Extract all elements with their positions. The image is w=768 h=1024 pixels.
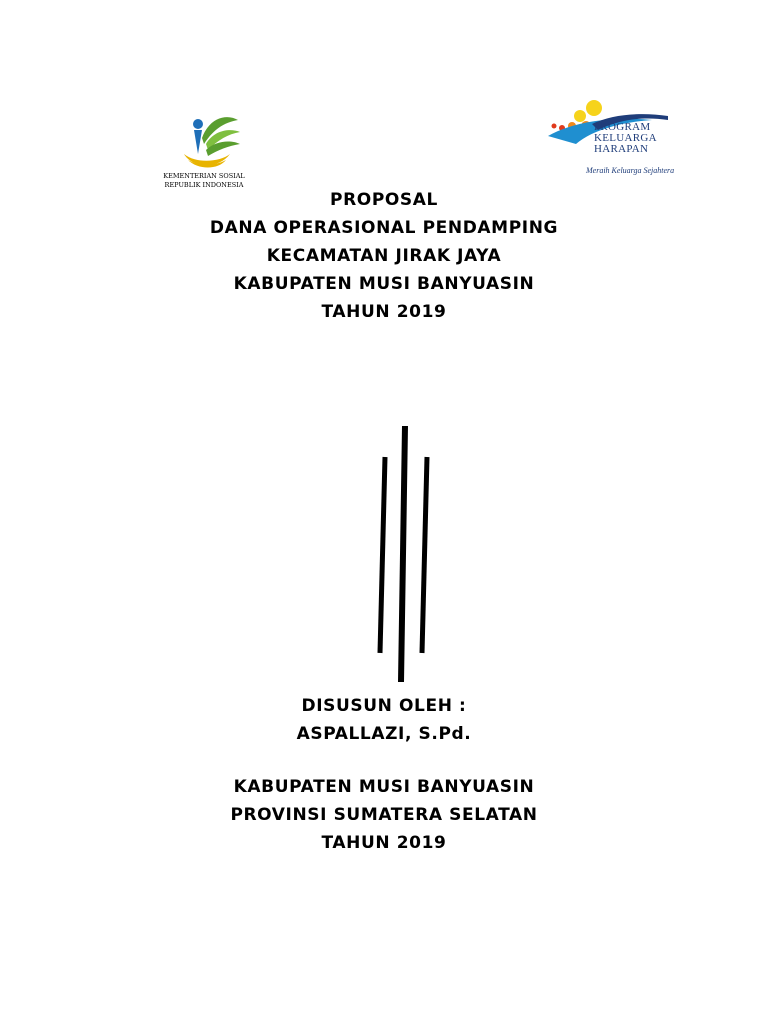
footer-line-2: PROVINSI SUMATERA SELATAN bbox=[230, 805, 538, 825]
pkh-text-2: KELUARGA bbox=[594, 132, 657, 144]
author-label: DISUSUN OLEH : bbox=[301, 696, 467, 716]
title-line-3: KECAMATAN JIRAK JAYA bbox=[266, 246, 502, 266]
pkh-text-3: HARAPAN bbox=[594, 143, 649, 155]
footer-line-1: KABUPATEN MUSI BANYUASIN bbox=[233, 777, 535, 797]
kemensos-emblem-icon bbox=[148, 110, 260, 172]
footer-line-3: TAHUN 2019 bbox=[321, 833, 447, 853]
title-block bbox=[0, 186, 768, 326]
decor-line-center bbox=[401, 426, 405, 682]
kemensos-caption-1: KEMENTERIAN SOSIAL bbox=[163, 172, 245, 180]
kemensos-caption-2: REPUBLIK INDONESIA bbox=[164, 181, 244, 189]
title-line-2: DANA OPERASIONAL PENDAMPING bbox=[209, 218, 559, 238]
author-block bbox=[0, 692, 768, 748]
pkh-text-1: PROGRAM bbox=[594, 121, 651, 133]
title-line-1: PROPOSAL bbox=[330, 190, 438, 210]
decor-line-right bbox=[422, 457, 427, 653]
author-name: ASPALLAZI, S.Pd. bbox=[296, 724, 472, 744]
footer-block bbox=[0, 773, 768, 857]
pkh-logo bbox=[542, 94, 675, 178]
title-line-5: TAHUN 2019 bbox=[321, 302, 447, 322]
kementerian-sosial-logo bbox=[148, 110, 260, 194]
decor-line-left bbox=[380, 457, 385, 653]
title-line-4: KABUPATEN MUSI BANYUASIN bbox=[233, 274, 535, 294]
pkh-tagline: Meraih Keluarga Sejahtera bbox=[586, 166, 675, 175]
